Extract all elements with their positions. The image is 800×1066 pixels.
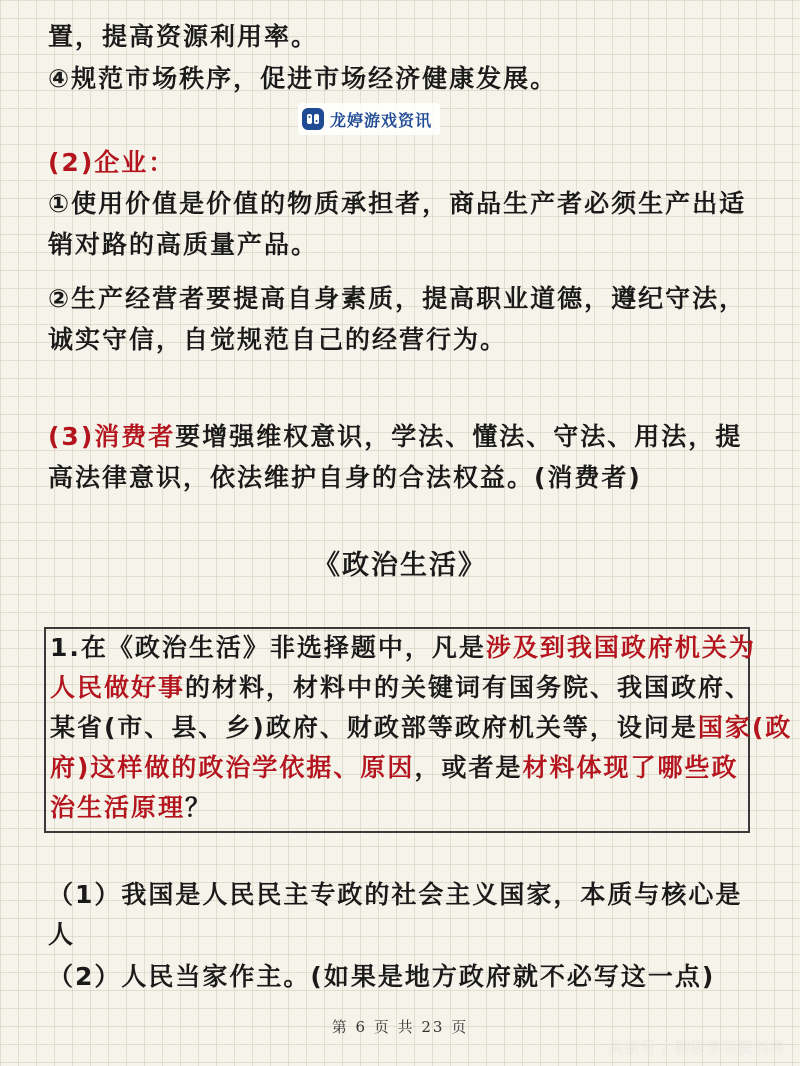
box-line-2-highlight: 人民做好事 [50, 673, 186, 702]
text-line-8 [48, 422, 742, 452]
box-line-4-highlight-b: 材料体现了哪些政 [522, 753, 739, 782]
box-line-5-text: ？ [185, 793, 213, 822]
box-line-1-highlight: 涉及到我国政府机关为 [485, 633, 756, 662]
watermark-text: 龙婷游戏资讯 [330, 110, 433, 130]
box-line-3 [50, 713, 792, 743]
text-line-9: 高法律意识，依法维护自身的合法权益。(消费者) [48, 463, 642, 492]
box-line-4-highlight-a: 府)这样做的政治学依据、原因 [50, 753, 415, 782]
text-line-7: 诚实守信，自觉规范自己的经营行为。 [48, 325, 508, 354]
point-1-continued: 人 [48, 920, 76, 949]
box-line-3-text: 某省(市、县、乡)政府、财政部等政府机关等，设问是 [50, 713, 698, 742]
heading-enterprise: (2)企业： [48, 148, 176, 177]
text-line-4: ①使用价值是价值的物质承担者，商品生产者必须生产出适 [48, 189, 747, 218]
box-line-1-text: 1.在《政治生活》非选择题中，凡是 [50, 633, 486, 662]
box-line-2-text: 的材料，材料中的关键词有国务院、我国政府、 [185, 673, 753, 702]
text-line-8-rest: 要增强维权意识，学法、懂法、守法、用法，提 [175, 422, 743, 451]
box-line-2 [50, 673, 752, 703]
box-line-4 [50, 753, 738, 783]
section-title: 《政治生活》 [313, 550, 487, 581]
text-line-6: ②生产经营者要提高自身素质，提高职业道德，遵纪守法， [48, 284, 747, 313]
box-line-3-highlight: 国家(政 [697, 713, 793, 742]
box-line-5 [50, 793, 212, 823]
box-line-5-highlight: 治生活原理 [50, 793, 186, 822]
text-line-1: 置，提高资源利用率。 [48, 22, 319, 51]
corner-watermark: 头条号 / 初级学习资料库 [608, 1039, 786, 1057]
box-line-4-text: ，或者是 [414, 753, 523, 782]
box-line-1 [50, 633, 756, 663]
point-2: （2）人民当家作主。(如果是地方政府就不必写这一点) [48, 962, 716, 991]
watermark [298, 103, 440, 135]
heading-consumer: (3)消费者 [48, 422, 176, 451]
text-line-2: ④规范市场秩序，促进市场经济健康发展。 [48, 64, 558, 93]
point-1: （1）我国是人民民主专政的社会主义国家，本质与核心是 [48, 880, 743, 909]
gamepad-icon [302, 108, 324, 130]
text-line-5: 销对路的高质量产品。 [48, 230, 319, 259]
page-footer: 第 6 页 共 23 页 [331, 1018, 469, 1036]
